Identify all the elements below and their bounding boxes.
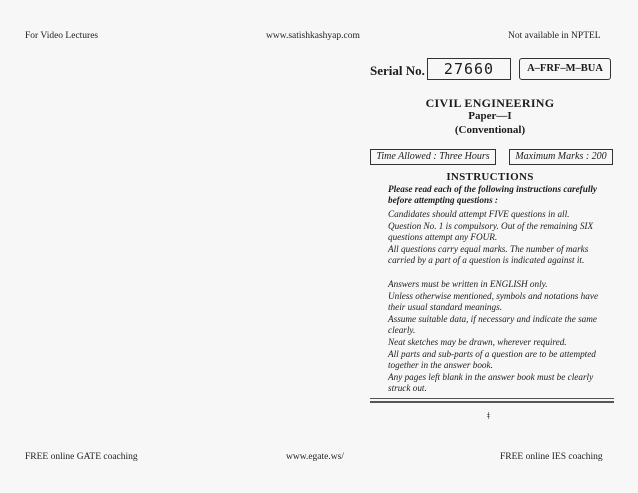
instruction-item: Answers must be written in ENGLISH only. xyxy=(388,279,548,289)
divider-line-thick xyxy=(370,401,614,403)
max-marks-box: Maximum Marks : 200 xyxy=(509,149,613,165)
instruction-item: Neat sketches may be drawn, wherever required. xyxy=(388,337,567,347)
paper-type: (Conventional) xyxy=(454,124,526,136)
instruction-item: Any pages left blank in the answer book must be clearly struck out. xyxy=(388,372,594,393)
footer-center-link[interactable]: www.egate.ws/ xyxy=(286,452,344,462)
header-center-link[interactable]: www.satishkashyap.com xyxy=(266,31,360,41)
instructions-heading: INSTRUCTIONS xyxy=(446,171,534,183)
footer-left-text: FREE online GATE coaching xyxy=(25,452,138,462)
instruction-item: Question No. 1 is compulsory. Out of the remaining SIX questions attempt any FOUR. xyxy=(388,221,594,242)
header-right-text: Not available in NPTEL xyxy=(508,31,601,41)
instruction-item: All questions carry equal marks. The number of marks carried by a part of a question is indicated against it. xyxy=(388,244,589,265)
paper-code: A–FRF–M–BUA xyxy=(519,58,611,80)
instruction-item: Unless otherwise mentioned, symbols and notations have their usual standard meanings. xyxy=(388,291,599,312)
instruction-item: Assume suitable data, if necessary and indicate the same clearly. xyxy=(388,314,597,335)
footer-right-text: FREE online IES coaching xyxy=(500,452,603,462)
page-mark: ǂ xyxy=(487,410,490,422)
header-left-text: For Video Lectures xyxy=(25,31,99,41)
instruction-item: All parts and sub-parts of a question are to be attempted together in the answer book. xyxy=(388,349,596,370)
subject-title: CIVIL ENGINEERING xyxy=(425,96,555,110)
time-allowed-box: Time Allowed : Three Hours xyxy=(370,149,496,165)
serial-label: Serial No. xyxy=(370,63,425,78)
divider-line xyxy=(370,398,614,399)
instruction-item: Please read each of the following instructions carefully before attempting questions : xyxy=(388,184,598,205)
serial-number: 27660 xyxy=(427,58,511,80)
paper-number: Paper—I xyxy=(468,110,512,122)
instruction-item: Candidates should attempt FIVE questions in all. xyxy=(388,209,570,219)
